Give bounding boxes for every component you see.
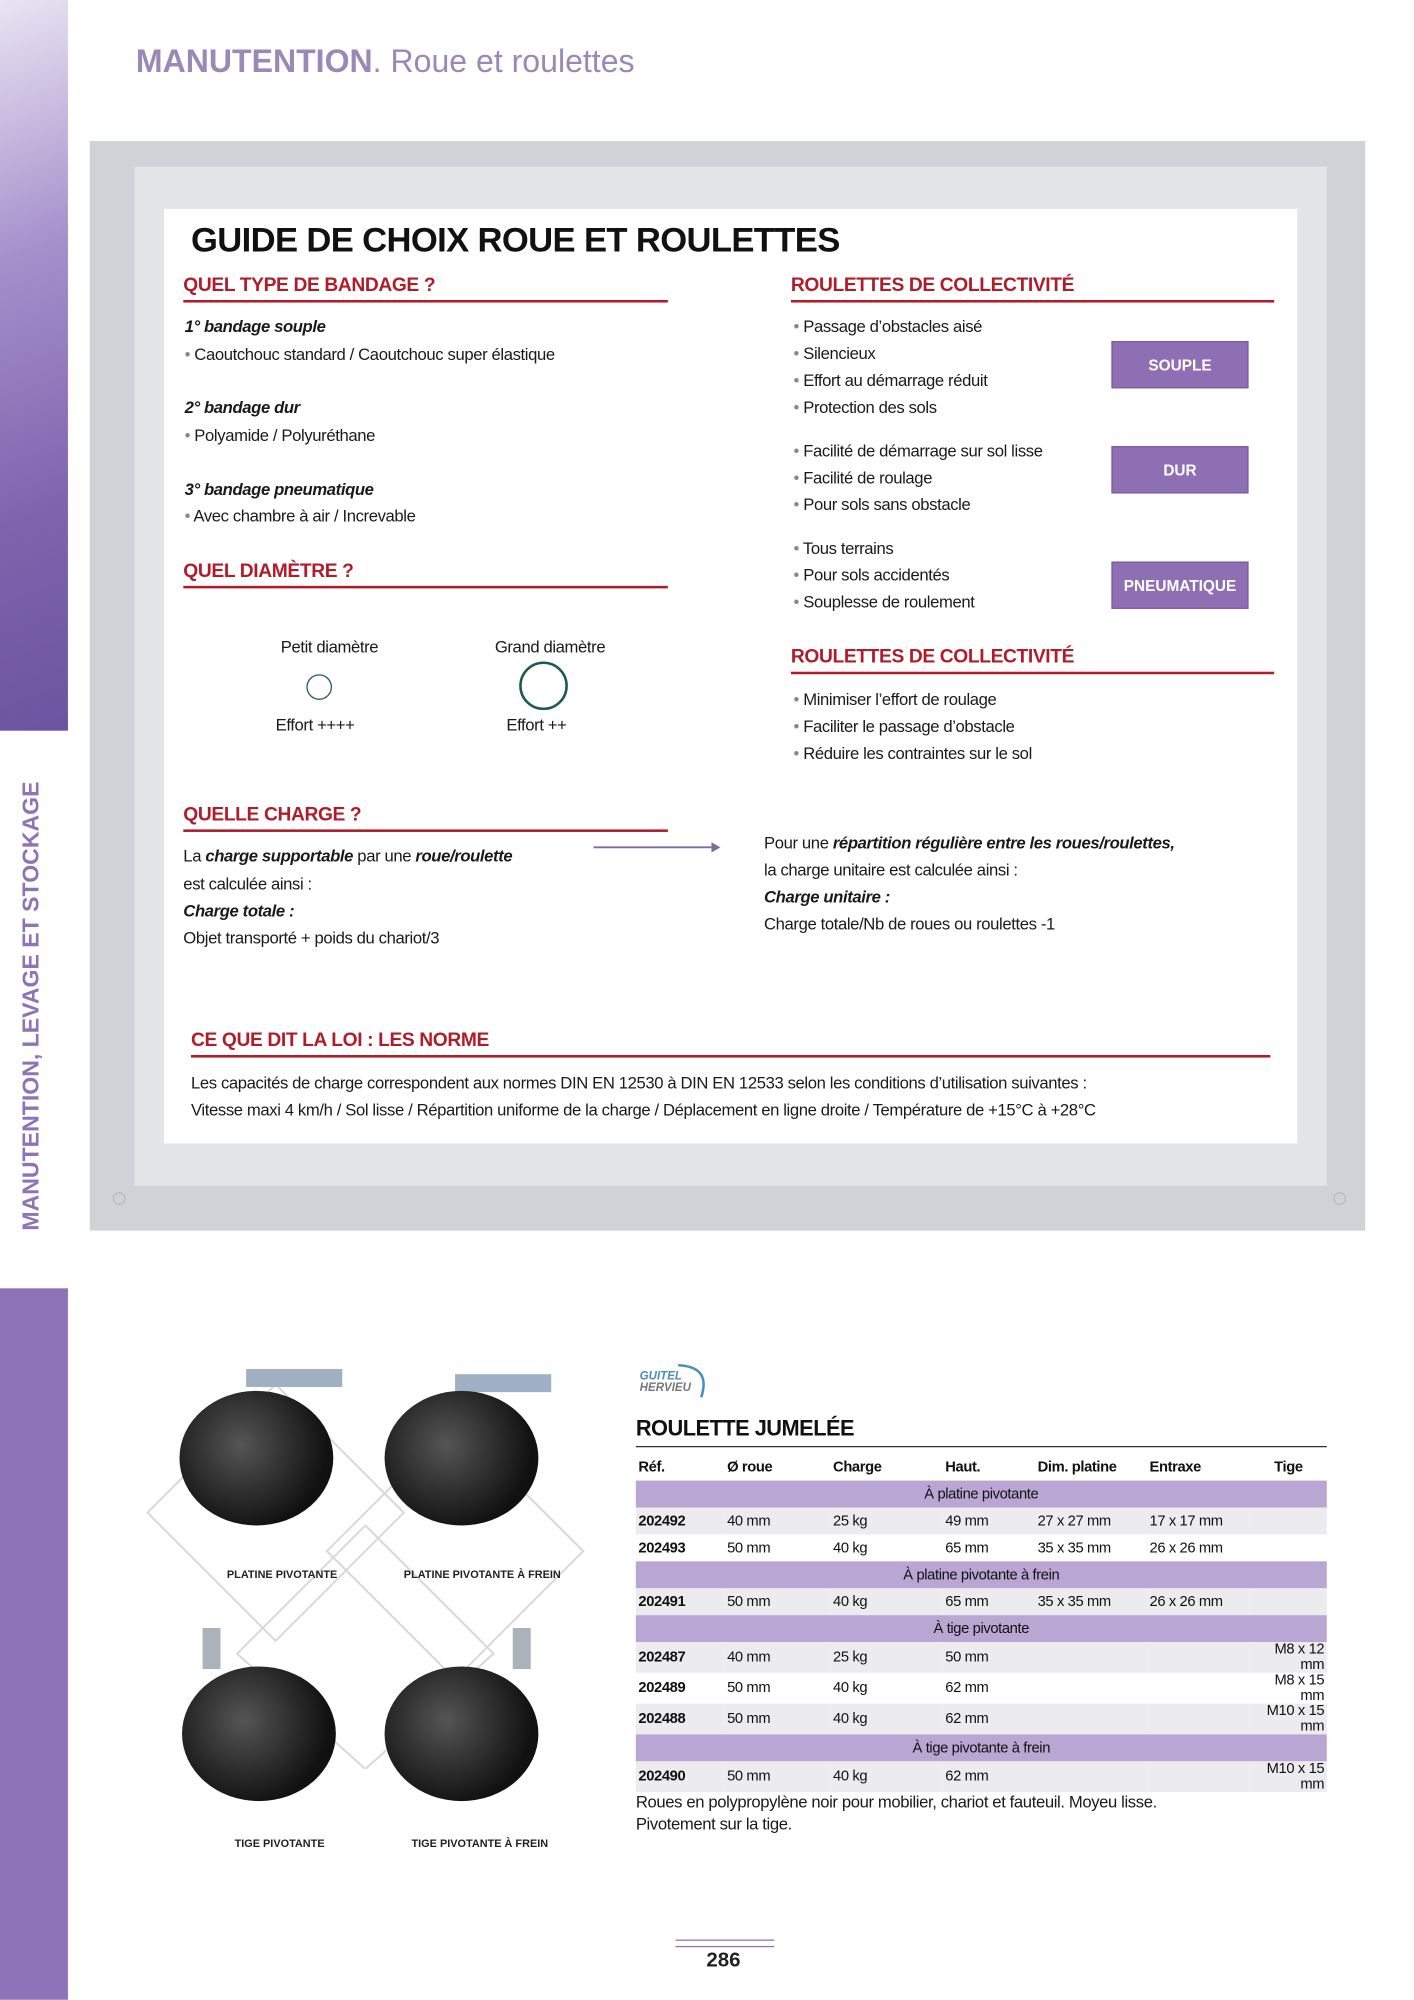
table-cell: 26 x 26 mm <box>1147 1588 1250 1615</box>
table-cell: 50 mm <box>725 1761 831 1792</box>
table-title: ROULETTE JUMELÉE <box>635 1416 855 1441</box>
table-cell: 25 kg <box>830 1508 942 1535</box>
table-cell: 26 x 26 mm <box>1149 1540 1223 1556</box>
divider <box>183 586 668 589</box>
text: par une <box>353 846 416 866</box>
table-group-row <box>636 1734 1327 1761</box>
table-group-row <box>636 1615 1327 1642</box>
table-cell: 40 mm <box>725 1508 831 1535</box>
charge-text <box>183 846 512 865</box>
table-cell <box>1035 1761 1147 1792</box>
table-cell: 202488 <box>636 1704 725 1735</box>
column-header: Ø roue <box>727 1459 773 1475</box>
table-cell: 62 mm <box>943 1761 1035 1792</box>
sidebar-decoration <box>0 0 68 731</box>
law-text: Les capacités de charge correspondent aux normes DIN EN 12530 à DIN EN 12533 selon les conditions d’utilisation suivantes : <box>191 1072 1087 1093</box>
caster-image <box>179 1391 333 1526</box>
guide-title: GUIDE DE CHOIX ROUE ET ROULETTES <box>191 220 840 259</box>
caster-stem-image <box>182 1666 336 1801</box>
text: répartition régulière entre les roues/roulettes, <box>832 833 1175 853</box>
souple-badge: SOUPLE <box>1111 341 1248 388</box>
list-item: • Pour sols sans obstacle <box>793 495 970 514</box>
divider <box>183 829 668 832</box>
list-item: • Passage d’obstacles aisé <box>793 317 982 336</box>
group-label: À tige pivotante à frein <box>636 1734 1327 1761</box>
text: Pour une <box>764 833 833 853</box>
table-cell: 17 x 17 mm <box>1147 1508 1250 1535</box>
table-cell: 27 x 27 mm <box>1035 1508 1147 1535</box>
text: La <box>183 846 206 866</box>
list-item: • Silencieux <box>793 344 875 363</box>
decor-dot <box>113 1192 126 1205</box>
law-text: Vitesse maxi 4 km/h / Sol lisse / Répartition uniforme de la charge / Déplacement en ligne droite / Température de +15°C à +28°C <box>191 1099 1096 1120</box>
table-cell <box>1250 1588 1327 1615</box>
table-cell: 35 x 35 mm <box>1035 1588 1147 1615</box>
dur-badge: DUR <box>1111 446 1248 493</box>
page-header <box>136 44 635 81</box>
column-header: Tige <box>1274 1459 1303 1475</box>
charge-text: Charge unitaire : <box>764 887 890 907</box>
product-caption: PLATINE PIVOTANTE <box>226 1567 338 1581</box>
table-cell: 40 kg <box>830 1704 942 1735</box>
table-row <box>636 1588 1327 1615</box>
table-header-row <box>636 1454 1327 1481</box>
large-effort: Effort ++ <box>506 715 567 735</box>
table-row <box>636 1704 1327 1735</box>
column-header: Entraxe <box>1149 1459 1201 1475</box>
table-cell: 35 x 35 mm <box>1037 1540 1111 1556</box>
table-cell: 50 mm <box>725 1704 831 1735</box>
list-item: • Faciliter le passage d’obstacle <box>793 717 1014 736</box>
table-row <box>636 1673 1327 1704</box>
table-cell: M10 x 15 mm <box>1250 1704 1327 1735</box>
table-cell <box>1035 1642 1147 1673</box>
table-cell: 50 mm <box>727 1540 771 1556</box>
list-item: • Facilité de démarrage sur sol lisse <box>793 441 1042 460</box>
plate-icon <box>455 1374 551 1392</box>
bandage-heading: QUEL TYPE DE BANDAGE ? <box>183 274 436 297</box>
decor-dot <box>1333 1192 1346 1205</box>
divider <box>791 672 1274 675</box>
sidebar-block <box>0 1288 68 1999</box>
table-cell: 65 mm <box>943 1588 1035 1615</box>
column-header: Réf. <box>638 1459 665 1475</box>
pneumatique-badge: PNEUMATIQUE <box>1111 561 1248 608</box>
sidebar-vertical-label: MANUTENTION, LEVAGE ET STOCKAGE <box>17 781 44 1231</box>
table-cell: 40 kg <box>833 1680 868 1696</box>
table-cell <box>1035 1704 1147 1735</box>
caster-stem-brake-image <box>385 1666 539 1801</box>
table-cell: 202489 <box>638 1680 686 1696</box>
section-subtitle: . Roue et roulettes <box>372 43 635 80</box>
divider <box>636 1446 1327 1447</box>
bandage-detail: • Avec chambre à air / Increvable <box>185 506 416 525</box>
table-cell: M8 x 15 mm <box>1274 1672 1325 1704</box>
text: charge supportable <box>205 846 354 866</box>
large-diameter-label: Grand diamètre <box>494 637 606 657</box>
plate-icon <box>246 1369 342 1387</box>
table-cell: 40 mm <box>725 1642 831 1673</box>
list-item: • Tous terrains <box>793 538 893 557</box>
group-label: À platine pivotante à frein <box>636 1561 1327 1588</box>
list-item: • Souplesse de roulement <box>793 592 974 611</box>
table-cell: 65 mm <box>945 1540 989 1556</box>
list-item: • Pour sols accidentés <box>793 565 949 584</box>
table-cell: 202493 <box>638 1540 686 1556</box>
table-row <box>636 1642 1327 1673</box>
table-cell: 202490 <box>636 1761 725 1792</box>
brand-line: GUITEL <box>639 1369 682 1382</box>
bandage-label: 3° bandage pneumatique <box>184 479 374 499</box>
table-cell <box>1035 1673 1147 1704</box>
table-cell: M10 x 15 mm <box>1250 1761 1327 1792</box>
small-diameter-label: Petit diamètre <box>280 637 379 657</box>
table-cell: M8 x 12 mm <box>1250 1642 1327 1673</box>
table-group-row <box>636 1561 1327 1588</box>
column-header: Haut. <box>945 1459 981 1475</box>
section-name: MANUTENTION <box>135 43 373 80</box>
product-caption: PLATINE PIVOTANTE À FREIN <box>403 1567 561 1581</box>
text: roue/roulette <box>415 846 513 866</box>
caster-brake-image <box>385 1391 539 1526</box>
table-cell: 40 kg <box>833 1540 868 1556</box>
table-cell: 49 mm <box>943 1508 1035 1535</box>
divider <box>791 300 1274 303</box>
arrow-right-icon <box>594 840 722 855</box>
charge-text: Charge totale : <box>183 901 295 921</box>
table-cell: 62 mm <box>945 1680 989 1696</box>
table-cell: 202487 <box>636 1642 725 1673</box>
column-header: Charge <box>833 1459 882 1475</box>
law-heading: CE QUE DIT LA LOI : LES NORME <box>191 1029 489 1052</box>
small-effort: Effort ++++ <box>275 715 355 735</box>
product-table <box>636 1454 1327 1792</box>
charge-text: est calculée ainsi : <box>183 874 312 894</box>
table-cell: 202492 <box>636 1508 725 1535</box>
table-row <box>636 1534 1327 1561</box>
bandage-label: 1° bandage souple <box>184 316 326 336</box>
list-item: • Facilité de roulage <box>793 468 932 487</box>
table-cell: 202491 <box>636 1588 725 1615</box>
divider <box>183 300 668 303</box>
table-cell: 50 mm <box>725 1588 831 1615</box>
bandage-detail: • Polyamide / Polyuréthane <box>185 426 375 445</box>
charge-text <box>764 833 1175 852</box>
table-cell <box>1250 1508 1327 1535</box>
page-number: 286 <box>706 1949 741 1972</box>
small-circle-icon <box>306 674 332 700</box>
brand-swoosh-icon <box>673 1361 711 1402</box>
table-group-row <box>636 1481 1327 1508</box>
list-item: • Protection des sols <box>793 397 936 416</box>
charge-text: Objet transporté + poids du chariot/3 <box>183 928 440 948</box>
table-cell: 62 mm <box>943 1704 1035 1735</box>
group-label: À tige pivotante <box>636 1615 1327 1642</box>
large-circle-icon <box>519 661 568 710</box>
product-caption: TIGE PIVOTANTE À FREIN <box>411 1836 549 1850</box>
charge-text: la charge unitaire est calculée ainsi : <box>764 860 1018 880</box>
column-header: Dim. platine <box>1037 1459 1117 1475</box>
stem-icon <box>203 1628 221 1669</box>
table-cell: 50 mm <box>943 1642 1035 1673</box>
list-item: • Réduire les contraintes sur le sol <box>793 744 1031 763</box>
bandage-label: 2° bandage dur <box>184 397 300 417</box>
table-cell: 40 kg <box>830 1588 942 1615</box>
list-item: • Minimiser l’effort de roulage <box>793 690 996 709</box>
bandage-detail: • Caoutchouc standard / Caoutchouc super élastique <box>185 345 555 364</box>
divider <box>191 1055 1270 1058</box>
table-note: Pivotement sur la tige. <box>635 1813 792 1834</box>
brand-line: HERVIEU <box>639 1380 691 1394</box>
collectivity-heading: ROULETTES DE COLLECTIVITÉ <box>790 646 1075 668</box>
collectivity-heading: ROULETTES DE COLLECTIVITÉ <box>790 274 1075 297</box>
table-cell: 50 mm <box>727 1680 771 1696</box>
table-row <box>636 1508 1327 1535</box>
list-item: • Effort au démarrage réduit <box>793 370 987 389</box>
group-label: À platine pivotante <box>636 1481 1327 1508</box>
diameter-heading: QUEL DIAMÈTRE ? <box>183 560 354 582</box>
charge-heading: QUELLE CHARGE ? <box>183 803 362 826</box>
table-cell <box>1147 1673 1250 1704</box>
charge-text: Charge totale/Nb de roues ou roulettes -1 <box>764 913 1055 934</box>
table-cell <box>1147 1642 1250 1673</box>
stem-icon <box>513 1628 531 1669</box>
table-cell <box>1147 1704 1250 1735</box>
product-caption: TIGE PIVOTANTE <box>234 1836 325 1850</box>
table-cell: 25 kg <box>830 1642 942 1673</box>
table-cell: 40 kg <box>830 1761 942 1792</box>
page-number-rule <box>676 1940 775 1948</box>
table-cell <box>1250 1534 1327 1561</box>
table-cell <box>1147 1761 1250 1792</box>
table-note: Roues en polypropylène noir pour mobilier, chariot et fauteuil. Moyeu lisse. <box>635 1792 1157 1812</box>
table-row <box>636 1761 1327 1792</box>
